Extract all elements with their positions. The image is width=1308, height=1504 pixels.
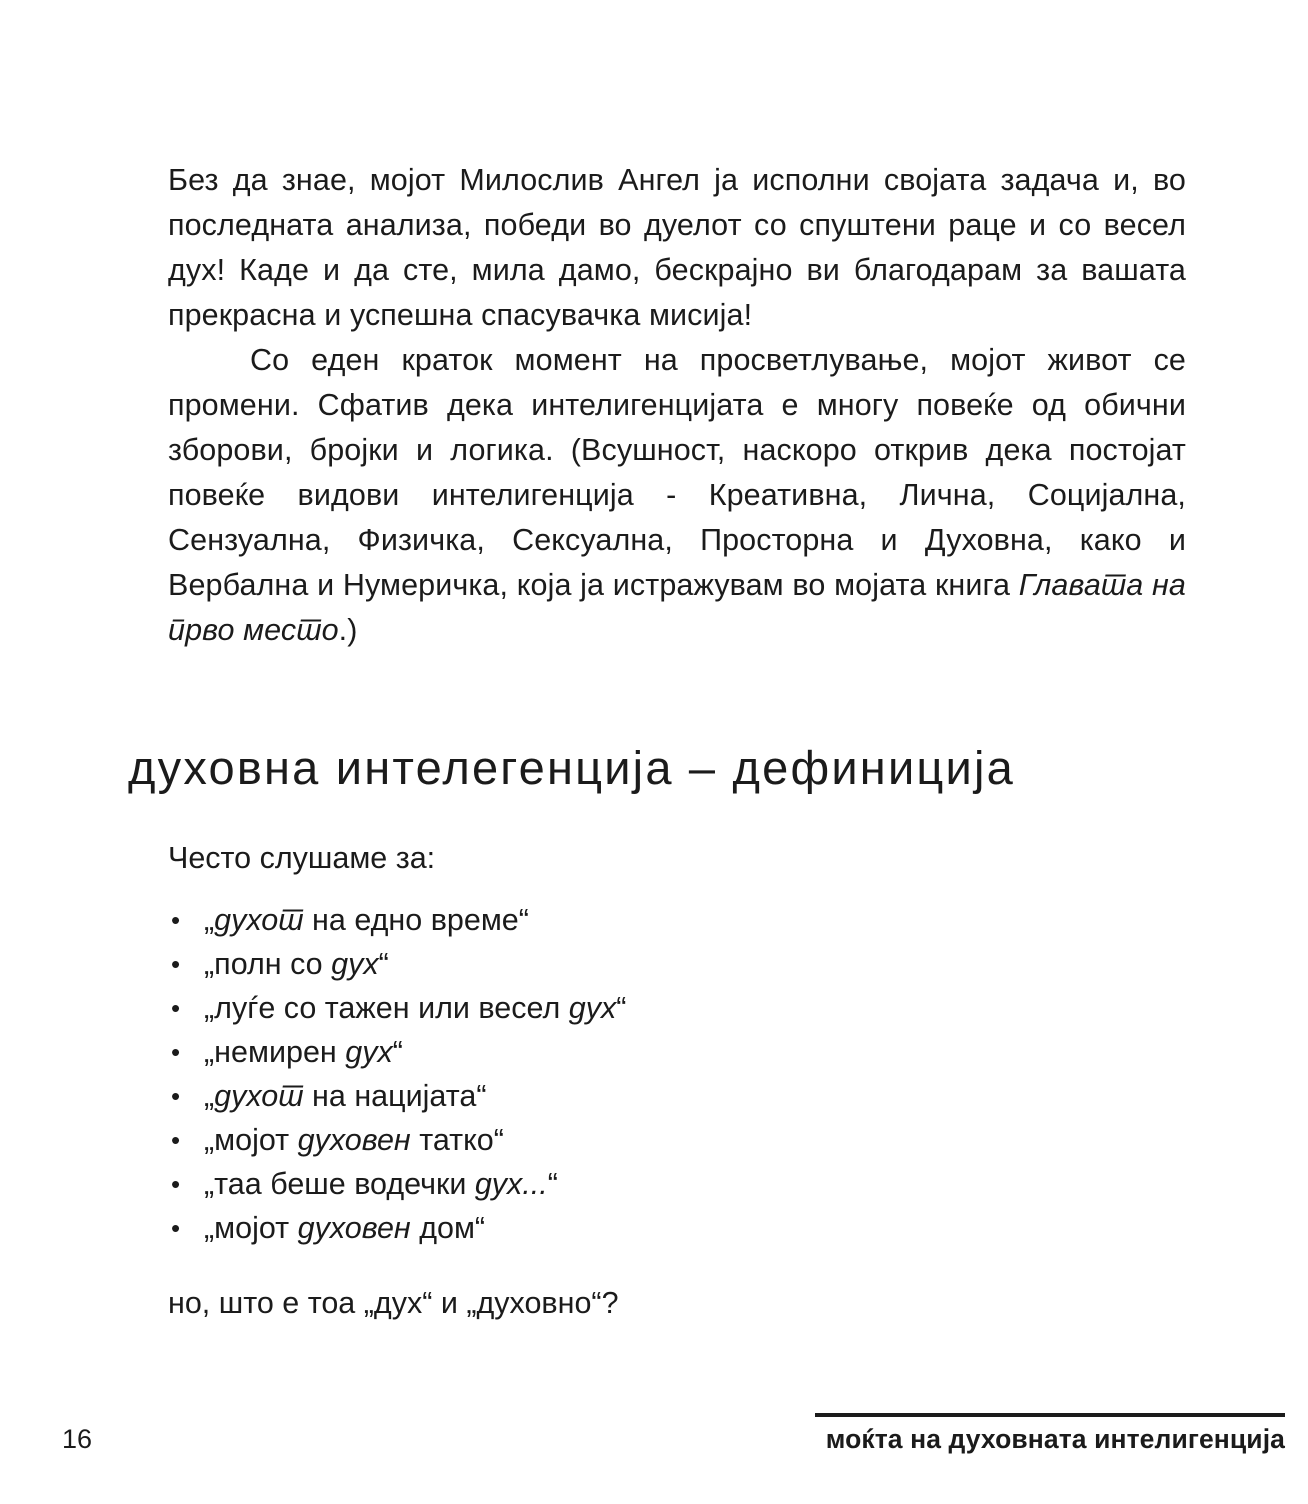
bullet-icon: • <box>171 1169 181 1199</box>
list-item-text: луѓе со тажен или весел <box>214 991 569 1025</box>
list-item <box>168 1030 1068 1074</box>
list-item-italic: духот <box>214 903 304 937</box>
bullet-icon: • <box>171 993 181 1023</box>
bullet-icon: • <box>171 1213 181 1243</box>
list-item <box>168 1074 1068 1118</box>
paragraph-1: Без да знае, мојот Милослив Ангел ја исполни својата задача и, во последната анализа, победи во дуелот со спуштени раце и со весел дух! Каде и да сте, мила дамо, бескрајно ви благодарам за вашата прекрасна и успешна спасувачка мисија! <box>168 163 1186 332</box>
bullet-icon: • <box>171 1081 181 1111</box>
list-item-italic: дух <box>345 1035 393 1069</box>
body-text-block <box>168 158 1186 653</box>
bullet-icon: • <box>171 949 181 979</box>
bullet-icon: • <box>171 905 181 935</box>
list-item-quote-close: “ <box>474 1211 486 1245</box>
list-item-quote: „ <box>204 1035 215 1069</box>
list-item <box>168 1206 1068 1250</box>
paragraph-2 <box>168 338 1186 653</box>
list-item-quote-close: “ <box>378 947 389 981</box>
list-item-quote: „ <box>204 1079 215 1113</box>
list-item-text: полн со <box>214 947 332 981</box>
list-item-quote-close: “ <box>493 1123 504 1157</box>
list-item-italic: дух <box>568 991 617 1025</box>
closing-question: но, што е тоа „дух“ и „духовно“? <box>168 1285 619 1320</box>
page-title: духовна интелегенција – дефиниција <box>128 741 1015 794</box>
list-item-text: таа беше водечки <box>214 1167 475 1201</box>
footer-divider <box>815 1413 1285 1417</box>
list-item-text: мојот <box>214 1123 298 1157</box>
list-item-italic: дух <box>331 947 379 981</box>
book-title-italic: Главата на прво место <box>168 568 1186 647</box>
list-item-quote: „ <box>204 1123 215 1157</box>
list-item-italic: дух... <box>474 1167 548 1201</box>
list-item <box>168 1162 1068 1206</box>
list-item-italic: духот <box>214 1079 304 1113</box>
list-item-text-tail: татко <box>410 1123 494 1157</box>
list-item-quote: „ <box>204 991 215 1025</box>
list-item <box>168 1118 1068 1162</box>
list-item-quote-close: “ <box>518 903 529 937</box>
list-item-quote: „ <box>204 947 215 981</box>
list-item <box>168 942 1068 986</box>
list-item-italic: духовен <box>297 1123 411 1157</box>
leadin-text: Често слушаме за: <box>168 840 436 875</box>
list-item-quote-close: “ <box>547 1167 558 1201</box>
list-item-italic: духовен <box>297 1211 411 1245</box>
list-item-quote: „ <box>204 1167 215 1201</box>
list-item-text-tail: дом <box>410 1211 475 1245</box>
list-item-quote: „ <box>204 1211 215 1245</box>
phrase-list <box>168 898 1068 1250</box>
page-number: 16 <box>62 1424 93 1454</box>
bullet-icon: • <box>171 1037 181 1067</box>
footer-running-title <box>815 1413 1285 1455</box>
paragraph-2-tail: .) <box>338 613 358 647</box>
bullet-icon: • <box>171 1125 181 1155</box>
list-item <box>168 898 1068 942</box>
list-item-quote: „ <box>204 903 215 937</box>
list-item-quote-close: “ <box>392 1035 403 1069</box>
list-item-quote-close: “ <box>476 1079 487 1113</box>
list-item-text: на едно време <box>303 903 519 937</box>
paragraph-2-text: Со еден краток момент на просветлување, мојот живот се промени. Сфатив дека интелигенцијата е многу повеќе од обични зборови, бројки и логика. (Всушност, наскоро открив дека постојат повеќе видови интелигенција - Креативна, Лична, Социјална, Сензуална, Физичка, Сексуална, Просторна и Духовна, како и Вербална и Нумеричка, која ја истражувам во мојата книга <box>168 343 1186 602</box>
list-item-text: на нацијата <box>303 1079 477 1113</box>
list-item-text: мојот <box>214 1211 298 1245</box>
list-item <box>168 986 1068 1030</box>
list-item-quote-close: “ <box>616 991 627 1025</box>
list-item-text: немирен <box>214 1035 346 1069</box>
footer-title-text: моќта на духовната интелигенција <box>825 1424 1285 1454</box>
